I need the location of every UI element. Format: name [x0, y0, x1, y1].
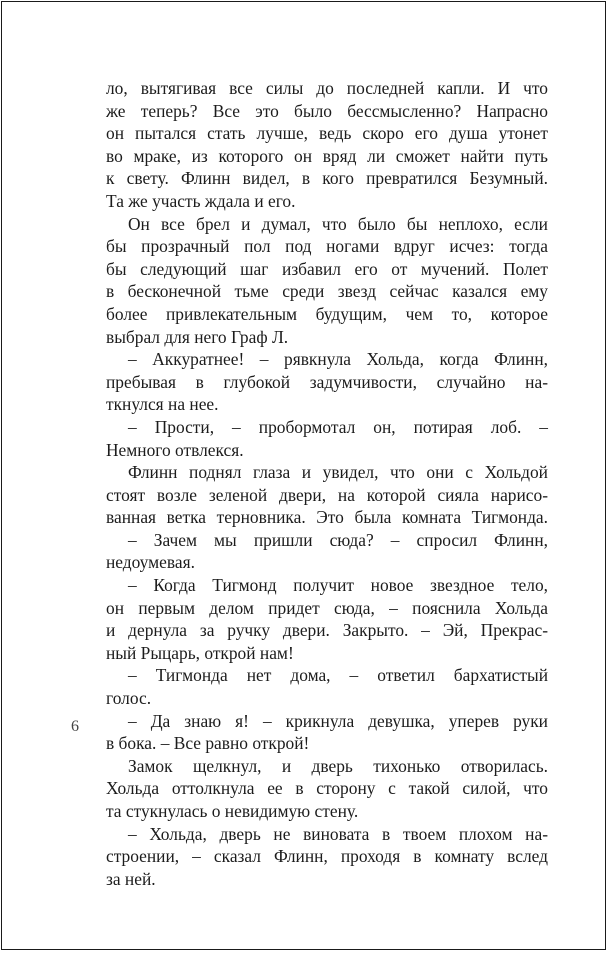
text-line: более привлекательным будущим, чем то, которое: [106, 303, 548, 324]
text-line: – Когда Тигмонд получит новое звездное тело,: [128, 575, 548, 596]
text-line: в бесконечной тьме среди звезд сейчас казался ему: [106, 281, 548, 302]
text-line: к свету. Флинн видел, в кого превратился Безумный.: [106, 168, 548, 189]
text-line: за ней.: [106, 868, 156, 889]
text-line: – Зачем мы пришли сюда? – спросил Флинн,: [128, 529, 548, 550]
text-line: же теперь? Все это было бессмысленно? Напрасно: [106, 100, 548, 121]
text-line: стоят возле зеленой двери, на которой сияла нарисо-: [106, 484, 548, 505]
text-line: ткнулся на нее.: [106, 394, 219, 415]
text-line: во мраке, из которого он вряд ли сможет найти путь: [106, 145, 548, 166]
text-line: он пытался стать лучше, ведь скоро его душа утонет: [106, 123, 548, 144]
text-line: та стукнулась о невидимую стену.: [106, 801, 359, 821]
text-line: Флинн поднял глаза и увидел, что они с Хольдой: [128, 462, 548, 483]
text-line: – Прости, – пробормотал он, потирая лоб. –: [128, 416, 548, 437]
text-line: строении, – сказал Флинн, проходя в комнату вслед: [106, 846, 548, 867]
text-line: Хольда оттолкнула ее в сторону с такой силой, что: [106, 778, 548, 799]
text-line: в бока. – Все равно открой!: [106, 733, 310, 754]
text-line: ванная ветка терновника. Это была комната Тигмонда.: [106, 507, 548, 528]
text-line: и дернула за ручку двери. Закрыто. – Эй, Прекрас-: [106, 620, 548, 641]
text-line: выбрал для него Граф Л.: [106, 326, 289, 347]
text-line: ло, вытягивая все силы до последней капли. И что: [106, 78, 548, 98]
text-line: бы прозрачный пол под ногами вдруг исчез: тогда: [106, 236, 548, 257]
text-line: ный Рыцарь, открой нам!: [106, 642, 294, 663]
text-line: – Аккуратнее! – рявкнула Хольда, когда Флинн,: [128, 349, 548, 370]
text-line: – Хольда, дверь не виновата в твоем плохом на-: [128, 823, 548, 844]
text-line: – Тигмонда нет дома, – ответил бархатистый: [128, 665, 548, 686]
text-line: Та же участь ждала и его.: [106, 190, 296, 211]
text-line: – Да знаю я! – крикнула девушка, уперев руки: [128, 710, 548, 731]
text-line: Он все брел и думал, что было бы неплохо, если: [128, 213, 548, 234]
page-number: 6: [71, 718, 79, 735]
text-line: недоумевая.: [106, 552, 195, 573]
book-page: [1, 1, 606, 950]
text-line: пребывая в глубокой задумчивости, случайно на-: [106, 371, 548, 392]
text-line: Замок щелкнул, и дверь тихонько отворилась.: [128, 755, 548, 776]
text-line: Немного отвлекся.: [106, 439, 244, 460]
text-line: голос.: [106, 688, 152, 709]
text-line: бы следующий шаг избавил его от мучений. Полет: [106, 258, 548, 279]
text-line: он первым делом придет сюда, – пояснила Хольда: [106, 597, 548, 618]
body-text: [106, 77, 548, 890]
